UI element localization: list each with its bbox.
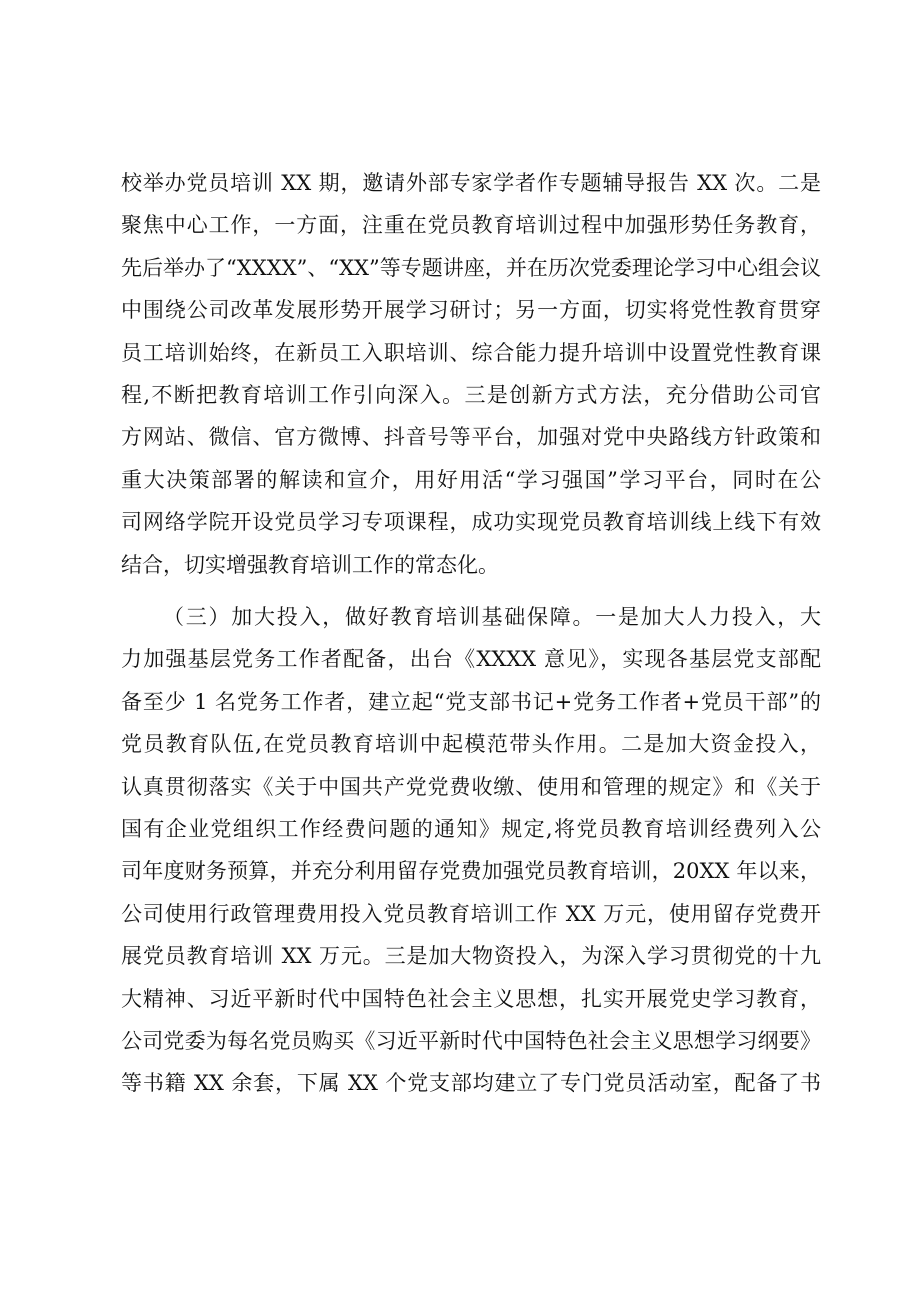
paragraph-1-line-9: 司网络学院开设党员学习专项课程，成功实现党员教育培训线上线下有效 [121, 510, 821, 535]
paragraph-2-line-5: 认真贯彻落实《关于中国共产党党费收缴、使用和管理的规定》和《关于 [121, 774, 821, 799]
paragraph-1-line-7: 方网站、微信、官方微博、抖音号等平台，加强对党中央路线方针政策和 [121, 425, 821, 450]
paragraph-2-line-3: 备至少 1 名党务工作者，建立起“党支部书记+党务工作者+党员干部”的 [121, 689, 821, 714]
paragraph-2-line-6: 国有企业党组织工作经费问题的通知》规定,将党员教育培训经费列入公 [121, 816, 821, 841]
paragraph-2-line-4: 党员教育队伍,在党员教育培训中起模范带头作用。二是加大资金投入， [121, 732, 821, 757]
paragraph-2-line-9: 展党员教育培训 XX 万元。三是加大物资投入，为深入学习贯彻党的十九 [121, 944, 821, 969]
paragraph-1-line-4: 中围绕公司改革发展形势开展学习研讨；另一方面，切实将党性教育贯穿 [121, 298, 821, 323]
paragraph-1-line-2: 聚焦中心工作，一方面，注重在党员教育培训过程中加强形势任务教育， [121, 213, 821, 238]
paragraph-2-line-1: （三）加大投入，做好教育培训基础保障。一是加大人力投入，大 [163, 605, 821, 629]
paragraph-1-line-5: 员工培训始终，在新员工入职培训、综合能力提升培训中设置党性教育课 [121, 340, 821, 365]
paragraph-1-line-6: 程,不断把教育培训工作引向深入。三是创新方式方法，充分借助公司官 [121, 382, 821, 407]
paragraph-2-line-2: 力加强基层党务工作者配备，出台《XXXX 意见》，实现各基层党支部配 [121, 647, 821, 672]
paragraph-2-line-12: 等书籍 XX 余套，下属 XX 个党支部均建立了专门党员活动室，配备了书 [121, 1071, 821, 1096]
paragraph-2-line-7: 司年度财务预算，并充分利用留存党费加强党员教育培训，20XX 年以来， [121, 859, 821, 884]
paragraph-1-line-8: 重大决策部署的解读和宣介，用好用活“学习强国”学习平台，同时在公 [121, 467, 821, 492]
paragraph-1-line-1: 校举办党员培训 XX 期，邀请外部专家学者作专题辅导报告 XX 次。二是 [121, 171, 821, 195]
paragraph-2-line-10: 大精神、习近平新时代中国特色社会主义思想，扎实开展党史学习教育， [121, 986, 821, 1011]
paragraph-1-line-10: 结合，切实增强教育培训工作的常态化。 [121, 552, 499, 577]
paragraph-2 [121, 596, 821, 1105]
paragraph-2-line-11: 公司党委为每名党员购买《习近平新时代中国特色社会主义思想学习纲要》 [121, 1028, 821, 1053]
paragraph-1 [121, 162, 821, 586]
paragraph-1-line-3: 先后举办了“XXXX”、“XX”等专题讲座，并在历次党委理论学习中心组会议 [121, 255, 821, 280]
paragraph-2-line-8: 公司使用行政管理费用投入党员教育培训工作 XX 万元，使用留存党费开 [121, 901, 821, 926]
